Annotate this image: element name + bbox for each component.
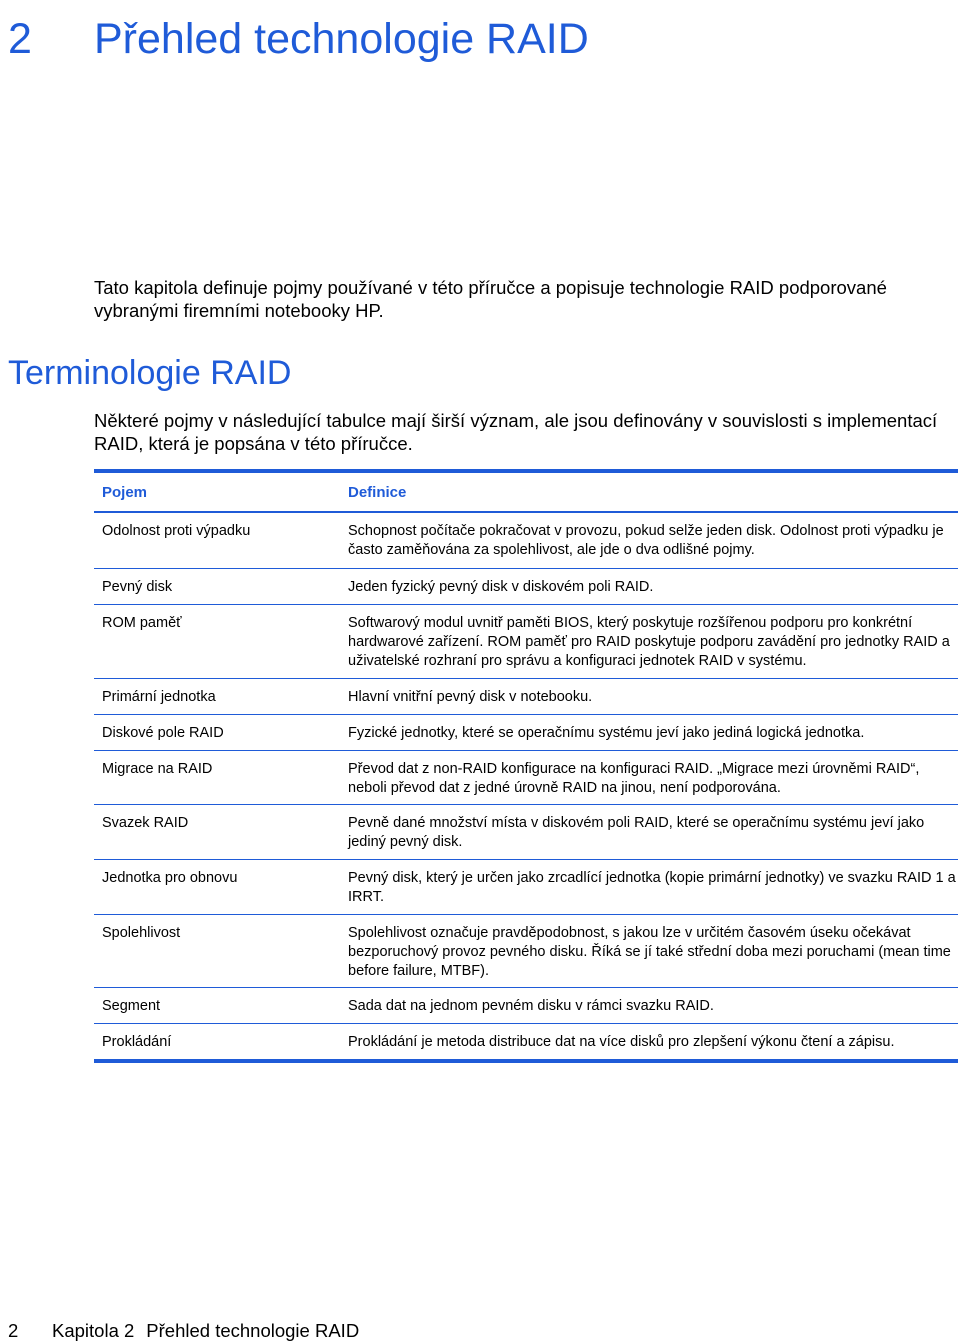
chapter-title-text: Přehled technologie RAID <box>94 15 589 63</box>
row-definition: Sada dat na jednom pevném disku v rámci svazku RAID. <box>348 998 714 1014</box>
table-row <box>94 805 958 860</box>
row-definition: Pevně dané množství místa v diskovém poli RAID, které se operačnímu systému jeví jako jediný pevný disk. <box>348 815 925 850</box>
row-term: Primární jednotka <box>102 689 216 705</box>
terminology-table <box>94 469 958 1063</box>
row-definition: Fyzické jednotky, které se operačnímu systému jeví jako jediná logická jednotka. <box>348 725 865 741</box>
table-row <box>94 569 958 605</box>
footer-chapter-title: Přehled technologie RAID <box>146 1320 360 1341</box>
table-row <box>94 751 958 805</box>
table-header <box>94 469 958 513</box>
table-row <box>94 513 958 569</box>
row-term: ROM paměť <box>102 615 182 631</box>
header-definition: Definice <box>348 483 407 501</box>
row-definition: Spolehlivost označuje pravděpodobnost, s jakou lze v určitém časovém úseku očekávat bezporuchový provoz pevného disku. Říká se jí také střední doba mezi poruchami (mean time before failure, MTBF). <box>348 925 951 979</box>
table-row <box>94 605 958 679</box>
row-definition: Schopnost počítače pokračovat v provozu, pokud selže jeden disk. Odolnost proti výpadku je často zaměňována za spolehlivost, ale jde o dva odlišné pojmy. <box>348 523 944 558</box>
chapter-title <box>8 14 589 64</box>
row-term: Segment <box>102 998 161 1014</box>
table-row <box>94 679 958 715</box>
row-definition: Převod dat z non-RAID konfigurace na konfiguraci RAID. „Migrace mezi úrovněmi RAID“, neboli převod dat z jedné úrovně RAID na jinou, není podporována. <box>348 761 920 796</box>
row-term: Migrace na RAID <box>102 761 213 777</box>
row-term: Jednotka pro obnovu <box>102 870 238 886</box>
row-definition: Hlavní vnitřní pevný disk v notebooku. <box>348 689 593 705</box>
page-footer <box>8 1320 359 1342</box>
footer-chapter-label: Kapitola 2 <box>52 1320 135 1341</box>
row-term: Odolnost proti výpadku <box>102 523 251 539</box>
section-intro: Některé pojmy v následující tabulce mají širší význam, ale jsou definovány v souvislosti s implementací RAID, která je popsána v této příručce. <box>94 410 938 454</box>
table-row <box>94 860 958 915</box>
table-row <box>94 915 958 988</box>
table-row <box>94 715 958 751</box>
row-term: Svazek RAID <box>102 815 189 831</box>
section-title: Terminologie RAID <box>8 354 292 392</box>
row-term: Pevný disk <box>102 579 173 595</box>
row-term: Prokládání <box>102 1034 172 1050</box>
header-term: Pojem <box>102 483 148 501</box>
chapter-number: 2 <box>8 15 32 63</box>
row-definition: Softwarový modul uvnitř paměti BIOS, který poskytuje rozšířenou podporu pro konkrétní hardwarové zařízení. ROM paměť pro RAID poskytuje podporu zavádění pro jednotky RAID a uživatelské rozhraní pro správu a konfiguraci jednotek RAID v systému. <box>348 615 950 669</box>
table-row <box>94 1024 958 1063</box>
chapter-intro: Tato kapitola definuje pojmy používané v této příručce a popisuje technologie RAID podporované vybranými firemními notebooky HP. <box>94 277 887 321</box>
page-number: 2 <box>8 1320 19 1341</box>
table-row <box>94 988 958 1024</box>
row-term: Diskové pole RAID <box>102 725 224 741</box>
row-term: Spolehlivost <box>102 925 181 941</box>
row-definition: Prokládání je metoda distribuce dat na více disků pro zlepšení výkonu čtení a zápisu. <box>348 1034 895 1050</box>
row-definition: Jeden fyzický pevný disk v diskovém poli RAID. <box>348 579 654 595</box>
row-definition: Pevný disk, který je určen jako zrcadlící jednotka (kopie primární jednotky) ve svazku RAID 1 a IRRT. <box>348 870 956 905</box>
